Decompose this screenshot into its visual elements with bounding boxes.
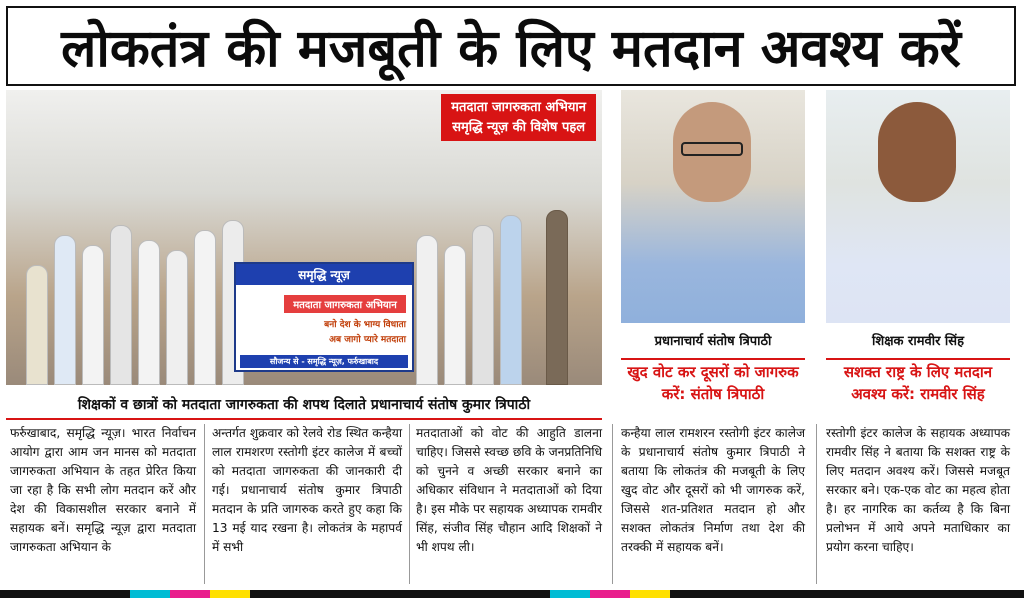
campaign-badge <box>441 94 596 141</box>
awareness-banner <box>234 262 414 372</box>
article-column-2: अन्तर्गत शुक्रवार को रेलवे रोड स्थित कन्हैया लाल रामशरण रस्तोगी इंटर कालेज में बच्चों को मतदाता जागरुकता की जानकारी दी गई। प्रधानाचार्य संतोष कुमार त्रिपाठी मतदान के प्रति जागरुक करते हुए कहा कि 13 मई याद रखना है। लोकतंत्र के महापर्व में सभी <box>212 426 402 554</box>
banner-footer: सौजन्य से - समृद्धि न्यूज़, फर्रुखाबाद <box>240 355 408 368</box>
column-divider <box>204 424 205 584</box>
main-photo-caption: शिक्षकों व छात्रों को मतदाता जागरुकता की शपथ दिलाते प्रधानाचार्य संतोष कुमार त्रिपाठी <box>6 390 602 420</box>
banner-title: समृद्धि न्यूज़ <box>236 264 412 285</box>
subhead-teacher: सशक्त राष्ट्र के लिए मतदान अवश्य करें: रामवीर सिंह <box>826 358 1010 406</box>
article-column-4: कन्हैया लाल रामशरन रस्तोगी इंटर कालेज के प्रधानाचार्य संतोष कुमार त्रिपाठी ने बताया कि लोकतंत्र की मजबूती के लिए खुद वोट और दूसरों को भी जागरुक करें, जिससे शत-प्रतिशत मतदान हो और सशक्त लोकतंत्र निर्माण तथा देश की तरक्की में सहायक बनें। <box>621 426 805 554</box>
article-column-5: रस्तोगी इंटर कालेज के सहायक अध्यापक रामवीर सिंह ने बताया कि सशक्त राष्ट्र के लिए मतदान अवश्य करें। जिससे मजबूत सरकार बने। एक-एक वोट का महत्व होता है। हर नागरिक का कर्तव्य है कि बिना प्रलोभन में आये अपने मताधिकार का प्रयोग करना चाहिए। <box>826 426 1010 554</box>
column-divider <box>409 424 410 584</box>
banner-slogan-3: अब जागो प्यारे मतदाता <box>329 335 406 345</box>
badge-line-2: समृद्धि न्यूज़ की विशेष पहल <box>452 119 586 135</box>
print-color-strip <box>0 590 1024 598</box>
glasses-icon <box>681 142 743 156</box>
column-divider <box>816 424 817 584</box>
portrait-caption-teacher: शिक्षक रामवीर सिंह <box>872 334 964 349</box>
banner-slogan-1: मतदाता जागरुकता अभियान <box>284 295 406 313</box>
page-headline: लोकतंत्र की मजबूती के लिए मतदान अवश्य करें <box>6 6 1016 86</box>
portrait-teacher <box>826 90 1010 323</box>
column-divider <box>612 424 613 584</box>
portrait-principal <box>621 90 805 323</box>
face-shape <box>878 102 956 202</box>
group-photo <box>6 90 602 385</box>
article-column-1: फर्रुखाबाद, समृद्धि न्यूज़। भारत निर्वाचन आयोग द्वारा आम जन मानस को मतदाता जागरुकता अभियान के तहत प्रेरित किया जा रहा है कि सभी लोग मतदान करें और देश की विकासशील सरकार बनाने में सहायक बनें। समृद्धि न्यूज़ द्वारा मतदाता जागरुकता अभियान के <box>10 426 196 554</box>
subhead-principal: खुद वोट कर दूसरों को जागरुक करें: संतोष त्रिपाठी <box>621 358 805 406</box>
portrait-caption-principal: प्रधानाचार्य संतोष त्रिपाठी <box>654 334 772 349</box>
article-column-3: मतदाताओं को वोट की आहुति डालना चाहिए। जिससे स्वच्छ छवि के जनप्रतिनिधि को चुनने व अच्छी सरकार बनाने का अधिकार संविधान ने मतदाताओं को दिया है। इस मौके पर सहायक अध्यापक रामवीर सिंह, संजीव सिंह चौहान आदि शिक्षकों ने भी शपथ ली। <box>416 426 602 554</box>
badge-line-1: मतदाता जागरुकता अभियान <box>451 100 586 115</box>
banner-slogan-2: बनो देश के भाग्य विधाता <box>324 320 406 330</box>
